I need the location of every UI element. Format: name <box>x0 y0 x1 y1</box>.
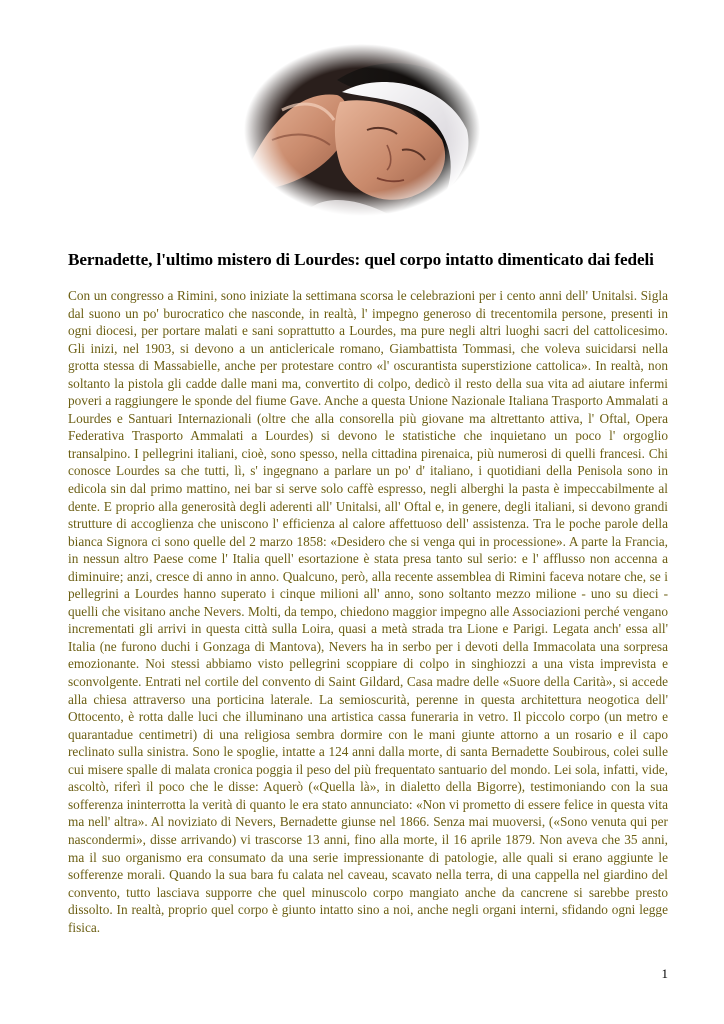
saint-bernadette-photo <box>242 40 482 216</box>
article-title: Bernadette, l'ultimo mistero di Lourdes: quel corpo intatto dimenticato dai fedeli <box>68 250 654 269</box>
article-body: Con un congresso a Rimini, sono iniziate la settimana scorsa le celebrazioni per i cento anni dell' Unitalsi. Sigla dal suono un po' burocratico che nasconde, in realtà, l' impegno generoso di trecentomila persone, presenti in ogni diocesi, per portare malati e sani soprattutto a Lourdes, ma pure negli altri luoghi sacri del cattolicesimo. Gli inizi, nel 1903, si devono a un anticlericale romano, Giambattista Tommasi, che voleva suicidarsi nella grotta stessa di Massabielle, anche per protestare contro «l' oscurantista superstizione cattolica». In realtà, non soltanto la pistola gli cadde dalle mani ma, convertito di colpo, dedicò il resto della sua vita ad aiutare infermi poveri a raggiungere le sponde del fiume Gave. Anche a questa Unione Nazionale Italiana Trasporto Ammalati a Lourdes e Santuari Internazionali (oltre che alla consorella più giovane ma altrettanto attiva, l' Oftal, Opera Federativa Trasporto Ammalati a Lourdes) si devono le statistiche che inquietano un poco l' orgoglio transalpino. I pellegrini italiani, cioè, sono spesso, nella cittadina pirenaica, più numerosi di quelli francesi. Chi conosce Lourdes sa che tutti, lì, s' ingegnano a parlare un po' d' italiano, i quotidiani della Penisola sono in edicola sin dal primo mattino, nei bar si serve solo caffè espresso, negli alberghi la pasta è impeccabilmente al dente. E proprio alla generosità degli aderenti all' Unitalsi, all' Oftal e, in genere, degli italiani, si devono grandi strutture di accoglienza che uniscono l' efficienza al calore affettuoso dell' assistenza. Tra le poche parole della bianca Signora ci sono quelle del 2 marzo 1858: «Desidero che si venga qui in processione». A parte la Francia, in nessun altro Paese come l' Italia quell' esortazione è stata presa tanto sul serio: e l' afflusso non accenna a diminuire; anzi, cresce di anno in anno. Qualcuno, però, alla recente assemblea di Rimini faceva notare che, se i pellegrini a Lourdes hanno superato i cinque milioni all' anno, sono soltanto mezzo milione - uno su dieci - quelli che visitano anche Nevers. Molti, da tempo, chiedono maggior impegno alle Associazioni perché vengano incrementati gli arrivi in questa città sulla Loira, quasi a metà strada tra Lione e Parigi. Legata anch' essa all' Italia (ne furono duchi i Gonzaga di Mantova), Nevers ha in serbo per i devoti della Immacolata una sorpresa emozionante. Noi stessi abbiamo visto pellegrini scoppiare di colpo in singhiozzi a una vista imprevista e sconvolgente. Entrati nel cortile del convento di Saint Gildard, Casa madre delle «Suore della Carità», si accede alla chiesa attraverso una porticina laterale. La semioscurità, perenne in questa architettura neogotica dell' Ottocento, è rotta dalle luci che illuminano una artistica cassa funeraria in vetro. Il piccolo corpo (un metro e quarantadue centimetri) di una religiosa sembra dormire con le mani giunte attorno a un rosario e il capo reclinato sulla sinistra. Sono le spoglie, intatte a 124 anni dalla morte, di santa Bernadette Soubirous, colei sulle cui misere spalle di malata cronica poggia il peso del più frequentato santuario del mondo. Lei sola, infatti, vide, ascoltò, riferì il poco che le disse: Aquerò («Quella là», in dialetto della Bigorre), testimoniando con la sua sofferenza ininterrotta la verità di quanto le era stato annunciato: «Non vi prometto di essere felice in questa vita ma nell' altra». Al noviziato di Nevers, Bernadette giunse nel 1866. Senza mai muoversi, («Sono venuta qui per nascondermi», disse arrivando) vi trascorse 13 anni, fino alla morte, il 16 aprile 1879. Non aveva che 35 anni, ma il suo organismo era consumato da una serie impressionante di patologie, alle quali si erano aggiunte le sofferenze morali. Quando la sua bara fu calata nel caveau, scavato nella terra, di una cappella nel giardino del convento, tutto lasciava supporre che quel minuscolo corpo mangiato anche da cancrene si sarebbe presto dissolto. In realtà, proprio quel corpo è giunto intatto sino a noi, anche negli organi interni, sfidando ogni legge fisica. <box>68 288 668 935</box>
header-photo <box>242 40 482 216</box>
page-number: 1 <box>661 966 668 981</box>
